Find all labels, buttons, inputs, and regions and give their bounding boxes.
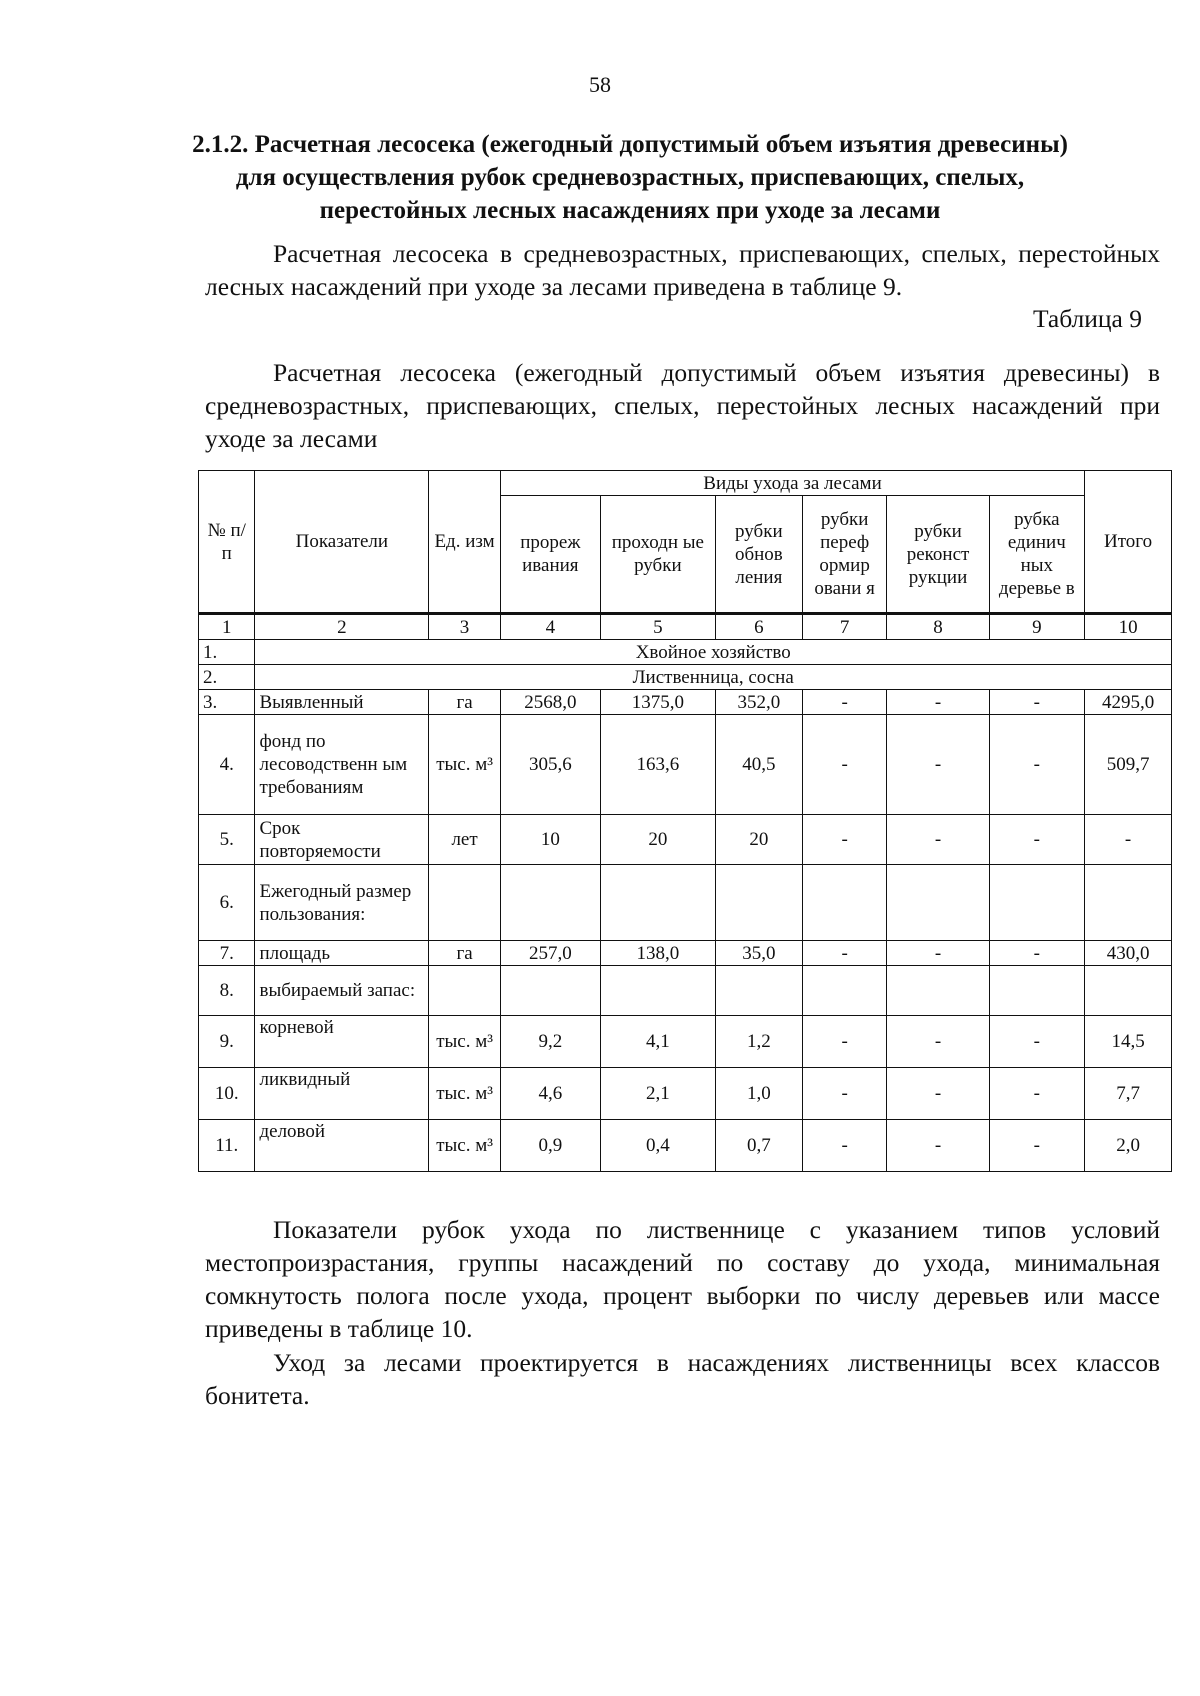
table-row xyxy=(199,815,1172,865)
row-number: 5. xyxy=(199,815,255,865)
row-indicator: корневой xyxy=(255,1016,429,1068)
cell-value: 0,4 xyxy=(600,1120,715,1172)
header-single-tree-cuts: рубка единич ных деревье в xyxy=(989,496,1085,614)
section-label: Хвойное хозяйство xyxy=(255,640,1172,665)
header-row-group xyxy=(199,471,1172,496)
row-indicator: фонд по лесоводственн ым требованиям xyxy=(255,715,429,815)
cell-value: 163,6 xyxy=(600,715,715,815)
header-num: № п/п xyxy=(199,471,255,614)
cell-value: - xyxy=(802,1016,887,1068)
paragraph-table10-reference: Показатели рубок ухода по лиственнице с указанием типов условий местопроизрастания, группы насаждений по составу до ухода, минимальная сомкнутость полога после ухода, процент выборки по числу деревьев или массе приведены в таблице 10. xyxy=(205,1215,1160,1343)
cell-total: 509,7 xyxy=(1085,715,1172,815)
table-row xyxy=(199,966,1172,1016)
cell-value: - xyxy=(887,1120,989,1172)
header-thinning: прореж ивания xyxy=(500,496,600,614)
cell-value: - xyxy=(887,1016,989,1068)
table-row xyxy=(199,1016,1172,1068)
row-indicator: выбираемый запас: xyxy=(255,966,429,1016)
cell-value xyxy=(989,865,1085,941)
header-reformation-cuts: рубки переф ормир овани я xyxy=(802,496,887,614)
cell-value xyxy=(715,966,802,1016)
row-number: 8. xyxy=(199,966,255,1016)
cell-value: - xyxy=(802,941,887,966)
cell-value xyxy=(600,966,715,1016)
cell-value xyxy=(989,966,1085,1016)
row-indicator: площадь xyxy=(255,941,429,966)
cell-value: - xyxy=(887,690,989,715)
header-passage-cuts: проходн ые рубки xyxy=(600,496,715,614)
cell-value: - xyxy=(989,941,1085,966)
row-unit: га xyxy=(429,690,501,715)
column-number-row xyxy=(199,614,1172,640)
cell-value xyxy=(802,865,887,941)
cell-value: - xyxy=(802,1120,887,1172)
row-number: 9. xyxy=(199,1016,255,1068)
cell-value: 40,5 xyxy=(715,715,802,815)
cell-value xyxy=(600,865,715,941)
intro-paragraph: Расчетная лесосека в средневозрастных, приспевающих, спелых, перестойных лесных насаждений при уходе за лесами приведена в таблице 9. xyxy=(205,239,1160,301)
row-unit xyxy=(429,865,501,941)
cell-value: 1,2 xyxy=(715,1016,802,1068)
row-unit: тыс. м³ xyxy=(429,1120,501,1172)
row-number: 6. xyxy=(199,865,255,941)
table-caption: Расчетная лесосека (ежегодный допустимый объем изъятия древесины) в средневозрастных, приспевающих, спелых, перестойных лесных насаждений при уходе за лесами xyxy=(205,358,1160,453)
row-number: 3. xyxy=(199,690,255,715)
row-unit: лет xyxy=(429,815,501,865)
cell-total: - xyxy=(1085,815,1172,865)
row-indicator: Выявленный xyxy=(255,690,429,715)
cell-value: 2,1 xyxy=(600,1068,715,1120)
cell-value: 35,0 xyxy=(715,941,802,966)
row-unit: тыс. м³ xyxy=(429,715,501,815)
table-row xyxy=(199,865,1172,941)
cell-value: 257,0 xyxy=(500,941,600,966)
table-row xyxy=(199,690,1172,715)
col-number: 9 xyxy=(989,614,1085,640)
page-number: 58 xyxy=(589,72,611,97)
cell-value: - xyxy=(887,815,989,865)
col-number: 8 xyxy=(887,614,989,640)
cell-value xyxy=(802,966,887,1016)
header-reconstruction-cuts: рубки реконст рукции xyxy=(887,496,989,614)
row-unit: тыс. м³ xyxy=(429,1016,501,1068)
cell-total: 4295,0 xyxy=(1085,690,1172,715)
header-care-types: Виды ухода за лесами xyxy=(500,471,1084,496)
row-indicator: Срок повторяемости xyxy=(255,815,429,865)
cell-total xyxy=(1085,865,1172,941)
table-row xyxy=(199,941,1172,966)
cell-value: 10 xyxy=(500,815,600,865)
cell-value: - xyxy=(989,690,1085,715)
row-number: 10. xyxy=(199,1068,255,1120)
col-number: 3 xyxy=(429,614,501,640)
cell-total: 7,7 xyxy=(1085,1068,1172,1120)
cell-value xyxy=(715,865,802,941)
cell-value: - xyxy=(802,1068,887,1120)
cell-value xyxy=(887,865,989,941)
cell-value: 2568,0 xyxy=(500,690,600,715)
row-unit: тыс. м³ xyxy=(429,1068,501,1120)
cell-value xyxy=(500,966,600,1016)
cell-value: - xyxy=(887,941,989,966)
cell-value xyxy=(887,966,989,1016)
cell-value: 4,6 xyxy=(500,1068,600,1120)
table-row xyxy=(199,715,1172,815)
col-number: 6 xyxy=(715,614,802,640)
cell-value: - xyxy=(802,715,887,815)
cell-total xyxy=(1085,966,1172,1016)
cell-value: 4,1 xyxy=(600,1016,715,1068)
table-row xyxy=(199,640,1172,665)
cell-value: 1375,0 xyxy=(600,690,715,715)
cell-value: 0,9 xyxy=(500,1120,600,1172)
row-number: 7. xyxy=(199,941,255,966)
cell-value: - xyxy=(989,1068,1085,1120)
table-label: Таблица 9 xyxy=(1032,304,1142,333)
col-number: 5 xyxy=(600,614,715,640)
row-indicator: ликвидный xyxy=(255,1068,429,1120)
table-row xyxy=(199,1120,1172,1172)
col-number: 10 xyxy=(1085,614,1172,640)
cell-value: - xyxy=(802,690,887,715)
col-number: 4 xyxy=(500,614,600,640)
table-row xyxy=(199,665,1172,690)
row-indicator: Ежегодный размер пользования: xyxy=(255,865,429,941)
col-number: 7 xyxy=(802,614,887,640)
cell-value: - xyxy=(989,815,1085,865)
paragraph-care-scope: Уход за лесами проектируется в насаждениях лиственницы всех классов бонитета. xyxy=(205,1348,1160,1410)
cell-value: - xyxy=(989,1120,1085,1172)
cell-value: 352,0 xyxy=(715,690,802,715)
cell-value: 20 xyxy=(715,815,802,865)
cell-total: 430,0 xyxy=(1085,941,1172,966)
row-number: 4. xyxy=(199,715,255,815)
cell-value: - xyxy=(887,1068,989,1120)
row-number: 2. xyxy=(199,665,255,690)
cell-value: 138,0 xyxy=(600,941,715,966)
section-heading: 2.1.2. Расчетная лесосека (ежегодный допустимый объем изъятия древесины) для осуществления рубок средневозрастных, приспевающих, спелых, перестойных лесных насаждениях при уходе за лесами xyxy=(192,131,1068,224)
row-number: 1. xyxy=(199,640,255,665)
header-unit: Ед. изм xyxy=(429,471,501,614)
cell-value: 0,7 xyxy=(715,1120,802,1172)
cell-total: 2,0 xyxy=(1085,1120,1172,1172)
header-renewal-cuts: рубки обнов ления xyxy=(715,496,802,614)
cell-value: 1,0 xyxy=(715,1068,802,1120)
header-indicator: Показатели xyxy=(255,471,429,614)
cell-value: 9,2 xyxy=(500,1016,600,1068)
species-label: Лиственница, сосна xyxy=(255,665,1172,690)
allowable-cut-table xyxy=(198,470,1172,1172)
cell-value xyxy=(500,865,600,941)
row-indicator: деловой xyxy=(255,1120,429,1172)
header-total: Итого xyxy=(1085,471,1172,614)
cell-value: - xyxy=(802,815,887,865)
cell-value: - xyxy=(887,715,989,815)
cell-value: 305,6 xyxy=(500,715,600,815)
row-unit xyxy=(429,966,501,1016)
row-unit: га xyxy=(429,941,501,966)
col-number: 2 xyxy=(255,614,429,640)
cell-value: - xyxy=(989,715,1085,815)
cell-value: 20 xyxy=(600,815,715,865)
cell-value: - xyxy=(989,1016,1085,1068)
table-row xyxy=(199,1068,1172,1120)
col-number: 1 xyxy=(199,614,255,640)
row-number: 11. xyxy=(199,1120,255,1172)
cell-total: 14,5 xyxy=(1085,1016,1172,1068)
